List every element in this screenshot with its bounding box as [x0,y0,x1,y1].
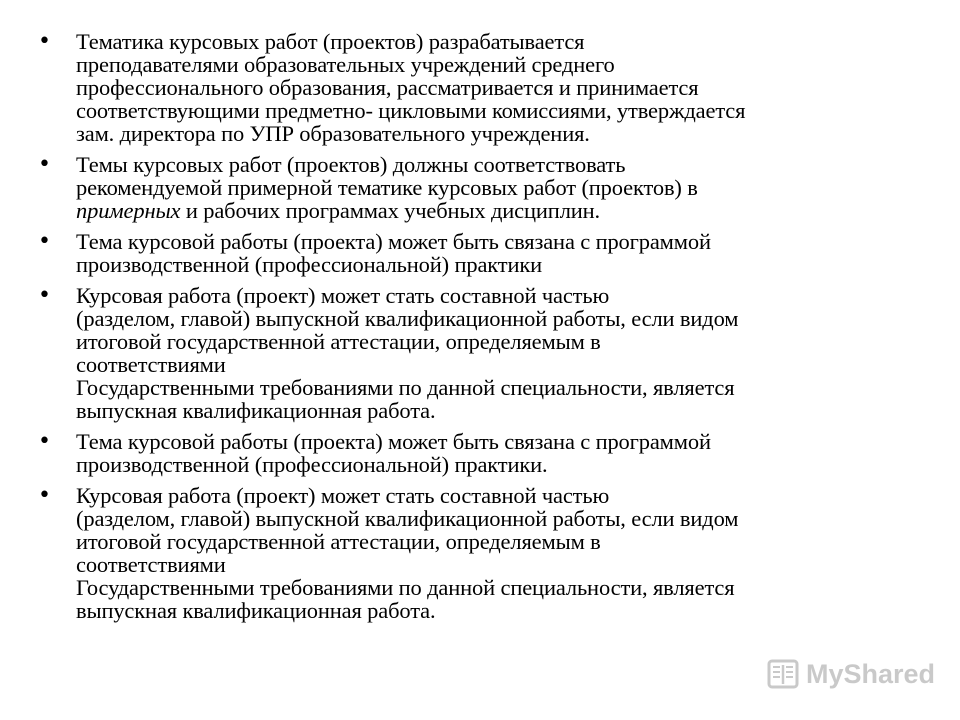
bullet-item-4 [30,284,910,422]
text-line: итоговой государственной аттестации, определяемым в [76,529,601,554]
text-line: Курсовая работа (проект) может стать составной частью [76,283,610,308]
text-line: соответствиями [76,552,226,577]
text-line: профессионального образования, рассматривается и принимается [76,75,699,100]
text-line: Темы курсовых работ (проектов) должны соответствовать [76,152,626,177]
bullet-dot: • [38,29,51,54]
bullet-dot: • [38,283,51,308]
text-line: (разделом, главой) выпускной квалификационной работы, если видом [76,506,739,531]
text-line: итоговой государственной аттестации, определяемым в [76,329,601,354]
text-line: Государственными требованиями по данной специальности, является [76,575,735,600]
text-line: производственной (профессиональной) практики. [76,452,548,477]
text-line: Тема курсовой работы (проекта) может быть связана с программой [76,429,711,454]
text-line: Государственными требованиями по данной специальности, является [76,375,735,400]
text-line: преподавателями образовательных учреждений среднего [76,52,615,77]
bullet-dot: • [38,152,51,177]
text-line [76,199,910,222]
bullet-item-3 [30,230,910,276]
bullet-dot: • [38,229,51,254]
text-line: Тематика курсовых работ (проектов) разрабатывается [76,29,585,54]
text-line: рекомендуемой примерной тематике курсовых работ (проектов) в [76,175,698,200]
bullet-dot: • [38,483,51,508]
text-line: производственной (профессиональной) практики [76,252,543,277]
text-line: соответствиями [76,352,226,377]
text-line: (разделом, главой) выпускной квалификационной работы, если видом [76,306,739,331]
text-line: выпускная квалификационная работа. [76,598,436,623]
text-line: Курсовая работа (проект) может стать составной частью [76,483,610,508]
bullet-dot: • [38,429,51,454]
text-line: Тема курсовой работы (проекта) может быть связана с программой [76,229,711,254]
bullet-list [30,30,910,630]
watermark-text: MyShared [806,658,936,689]
watermark [766,656,935,692]
book-icon [766,657,800,691]
bullet-item-1 [30,30,910,145]
text-fragment: и рабочих программах учебных дисциплин. [180,198,601,223]
text-line: выпускная квалификационная работа. [76,398,436,423]
text-line: зам. директора по УПР образовательного учреждения. [76,121,590,146]
bullet-item-6 [30,484,910,622]
bullet-item-5 [30,430,910,476]
italic-word: примерных [76,198,181,223]
bullet-item-2 [30,153,910,222]
text-line: соответствующими предметно- цикловыми комиссиями, утверждается [76,98,746,123]
